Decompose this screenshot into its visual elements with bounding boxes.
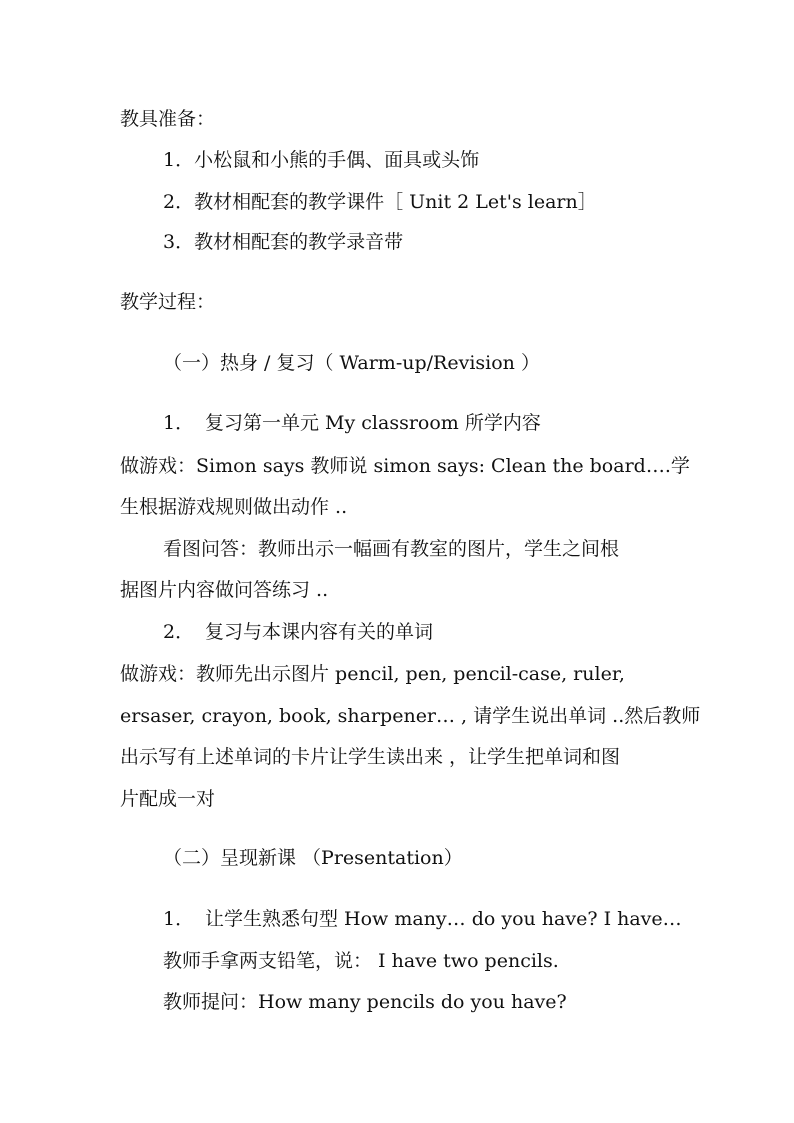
item2	[163, 620, 433, 644]
part1-heading: （一）热身 / 复习（ Warm-up/Revision ）	[163, 352, 540, 374]
picture-qa-line-1: 看图问答：教师出示一幅画有教室的图片，学生之间根	[163, 538, 620, 560]
materials-item-1: 1．小松鼠和小熊的手偶、面具或头饰	[163, 149, 480, 171]
item1	[163, 411, 541, 435]
materials-item-2: 2．教材相配套的教学课件［ Unit 2 Let's learn］	[163, 191, 597, 213]
item1-text: 复习第一单元 My classroom 所学内容	[205, 412, 541, 434]
item3-text: 让学生熟悉句型 How many… do you have? I have…	[205, 908, 682, 930]
game2-line-1: 做游戏：教师先出示图片 pencil, pen, pencil-case, ruler,	[120, 663, 625, 685]
part2-heading: （二）呈现新课 （Presentation）	[163, 847, 463, 869]
game2-line-2: ersaser, crayon, book, sharpener… , 请学生说出单词 ..然后教师	[120, 705, 701, 727]
game2-line-4: 片配成一对	[120, 788, 216, 810]
materials-item-3: 3．教材相配套的教学录音带	[163, 231, 404, 253]
game2-line-3: 出示写有上述单词的卡片让学生读出来 ，让学生把单词和图	[120, 746, 621, 768]
game1-line-1: 做游戏：Simon says 教师说 simon says: Clean the board….学	[120, 455, 690, 477]
picture-qa-line-2: 据图片内容做问答练习 ..	[120, 579, 329, 601]
teacher-line-1: 教师手拿两支铅笔，说： I have two pencils.	[163, 950, 559, 972]
item3	[163, 907, 682, 931]
item2-number: 2．	[163, 621, 195, 643]
game1-line-2: 生根据游戏规则做出动作 ..	[120, 496, 348, 518]
materials-heading: 教具准备：	[120, 108, 216, 130]
item2-text: 复习与本课内容有关的单词	[205, 621, 434, 643]
item3-number: 1．	[163, 908, 195, 930]
item1-number: 1．	[163, 412, 195, 434]
teacher-line-2: 教师提问：How many pencils do you have?	[163, 991, 567, 1013]
process-heading: 教学过程：	[120, 291, 216, 313]
